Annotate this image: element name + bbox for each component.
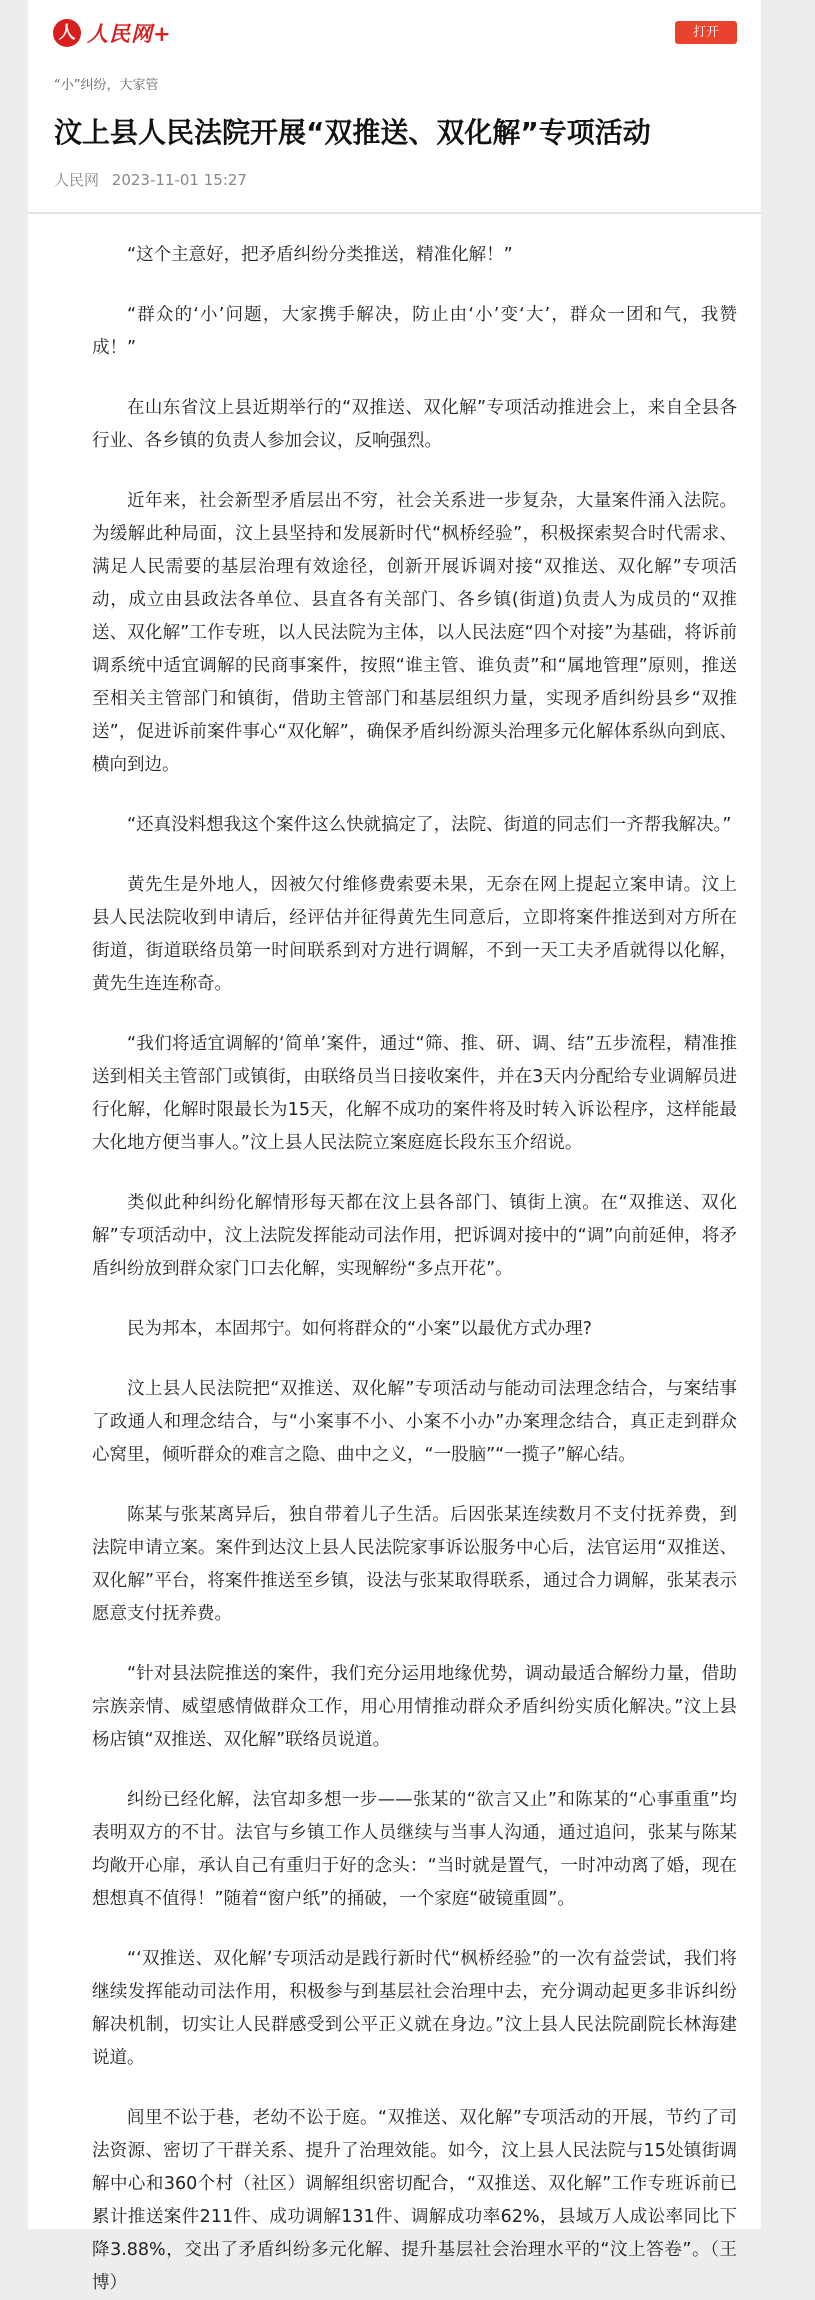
paragraph: 类似此种纠纷化解情形每天都在汶上县各部门、镇街上演。在“双推送、双化解”专项活动中，汶上法院发挥能动司法作用，把诉调对接中的“调”向前延伸，将矛盾纠纷放到群众家门口去化解，实现解纷“多点开花”。 [92, 1193, 737, 1279]
article-meta [54, 169, 735, 190]
paragraph: “‘双推送、双化解’专项活动是践行新时代“枫桥经验”的一次有益尝试，我们将继续发挥能动司法作用，积极参与到基层社会治理中去，充分调动起更多非诉纠纷解决机制，切实让人民群感受到公平正义就在身边。”汶上县人民法院副院长林海建说道。 [92, 1949, 737, 2068]
paragraph: “还真没料想我这个案件这么快就搞定了，法院、街道的同志们一齐帮我解决。” [127, 815, 732, 835]
paragraph: “针对县法院推送的案件，我们充分运用地缘优势，调动最适合解纷力量，借助宗族亲情、威望感情做群众工作，用心用情推动群众矛盾纠纷实质化解决。”汶上县杨店镇“双推送、双化解”联络员说道。 [92, 1664, 737, 1750]
paragraph: 闾里不讼于巷，老幼不讼于庭。“双推送、双化解”专项活动的开展，节约了司法资源、密切了干群关系、提升了治理效能。如今，汶上县人民法院与15处镇街调解中心和360个村（社区）调解组织密切配合，“双推送、双化解”工作专班诉前已累计推送案件211件、成功调解131件、调解成功率62%，县域万人成讼率同比下降3.88%，交出了矛盾纠纷多元化解、提升基层社会治理水平的“汶上答卷”。（王博） [92, 2108, 737, 2293]
article-source[interactable]: 人民网 [54, 171, 100, 189]
article-title: 汶上县人民法院开展“双推送、双化解”专项活动 [54, 116, 651, 149]
paragraph: “群众的‘小’问题，大家携手解决，防止由‘小’变‘大’，群众一团和气，我赞成！” [92, 305, 737, 358]
paragraph: 汶上县人民法院把“双推送、双化解”专项活动与能动司法理念结合，与案结事了政通人和理念结合，与“小案事不小、小案不小办”办案理念结合，真正走到群众心窝里，倾听群众的难言之隐、曲中之义，“一股脑”“一揽子”解心结。 [92, 1379, 737, 1465]
paragraph: 黄先生是外地人，因被欠付维修费索要未果，无奈在网上提起立案申请。汶上县人民法院收到申请后，经评估并征得黄先生同意后，立即将案件推送到对方所在街道，街道联络员第一时间联系到对方进行调解，不到一天工夫矛盾就得以化解，黄先生连连称奇。 [92, 875, 737, 994]
article-body [28, 214, 761, 2300]
article-tag[interactable]: “小”纠纷，大家管 [54, 78, 159, 93]
logo-text: 人民网+ [87, 21, 172, 46]
paragraph: “我们将适宜调解的‘简单’案件，通过“筛、推、研、调、结”五步流程，精准推送到相关主管部门或镇街，由联络员当日接收案件，并在3天内分配给专业调解员进行化解，化解时限最长为15天，化解不成功的案件将及时转入诉讼程序，这样能最大化地方便当事人。”汶上县人民法院立案庭庭长段东玉介绍说。 [92, 1034, 737, 1153]
site-logo[interactable] [53, 18, 172, 48]
paragraph: “这个主意好，把矛盾纠纷分类推送，精准化解！” [127, 245, 513, 265]
article-datetime: 2023-11-01 15:27 [111, 171, 247, 189]
paragraph: 纠纷已经化解，法官却多想一步——张某的“欲言又止”和陈某的“心事重重”均表明双方的不甘。法官与乡镇工作人员继续与当事人沟通，通过追问，张某与陈某均敞开心扉，承认自己有重归于好的念头：“当时就是置气，一时冲动离了婚，现在想想真不值得！”随着“窗户纸”的捅破，一个家庭“破镜重圆”。 [92, 1790, 737, 1909]
top-bar [28, 0, 761, 66]
logo-icon: 人 [53, 19, 81, 47]
paragraph: 近年来，社会新型矛盾层出不穷，社会关系进一步复杂，大量案件涌入法院。为缓解此种局面，汶上县坚持和发展新时代“枫桥经验”，积极探索契合时代需求、满足人民需要的基层治理有效途径，创新开展诉调对接“双推送、双化解”专项活动，成立由县政法各单位、县直各有关部门、各乡镇(街道)负责人为成员的“双推送、双化解”工作专班，以人民法院为主体，以人民法庭“四个对接”为基础，将诉前调系统中适宜调解的民商事案件，按照“谁主管、谁负责”和“属地管理”原则，推送至相关主管部门和镇街，借助主管部门和基层组织力量，实现矛盾纠纷县乡“双推送”，促进诉前案件事心“双化解”，确保矛盾纠纷源头治理多元化解体系纵向到底、横向到边。 [92, 491, 737, 775]
paragraph: 在山东省汶上县近期举行的“双推送、双化解”专项活动推进会上，来自全县各行业、各乡镇的负责人参加会议，反响强烈。 [92, 398, 737, 451]
page [28, 0, 761, 2293]
paragraph: 民为邦本，本固邦宁。如何将群众的“小案”以最优方式办理? [127, 1319, 592, 1339]
open-app-button[interactable]: 打开 [675, 21, 737, 44]
paragraph: 陈某与张某离异后，独自带着儿子生活。后因张某连续数月不支付抚养费，到法院申请立案。案件到达汶上县人民法院家事诉讼服务中心后，法官运用“双推送、双化解”平台，将案件推送至乡镇，设法与张某取得联系，通过合力调解，张某表示愿意支付抚养费。 [92, 1505, 737, 1624]
